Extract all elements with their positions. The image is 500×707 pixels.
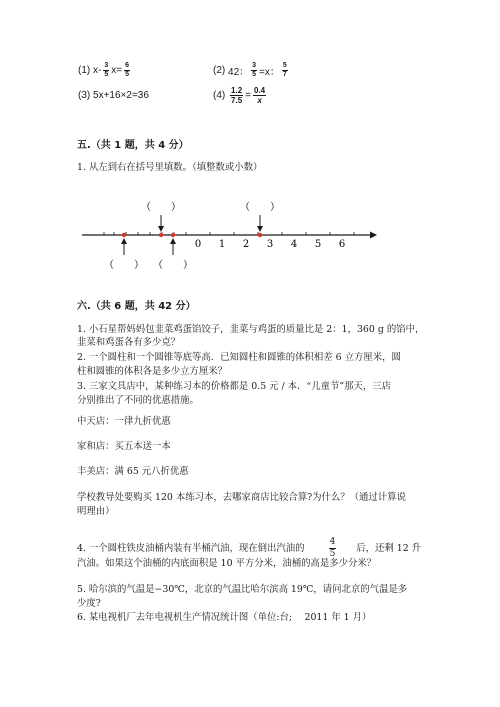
- question-2-line-2: 柱和圆锥的体积各是多少立方厘米？: [77, 366, 228, 377]
- section-5-question-1: 1. 从左到右在括号里填数。（填整数或小数）: [77, 162, 263, 173]
- answer-bracket: （ ）: [141, 202, 181, 213]
- question-3-ask-line-2: 明理由）: [77, 506, 115, 517]
- equation-text: 42：: [228, 67, 250, 78]
- question-4-text-b: 后，还剩 12 升: [356, 542, 422, 554]
- answer-bracket: （ ）: [104, 260, 144, 271]
- equation-number: (2): [213, 65, 226, 76]
- question-6: 6. 某电视机厂去年电视机生产情况统计图（单位:台; 2011 年 1 月）: [77, 612, 372, 623]
- tick-label-4: 4: [290, 239, 298, 250]
- numerator: 3: [104, 62, 109, 69]
- equation-1: [78, 62, 132, 79]
- question-3-ask-line-1: 学校教导处要购买 120 本练习本，去哪家商店比较合算?为什么？（通过计算说: [77, 492, 406, 503]
- equation-text: =: [245, 90, 251, 101]
- up-arrow-icon: [121, 238, 127, 255]
- numerator: 1.2: [231, 86, 243, 95]
- question-3-line-1: 3. 三家文具店中，某种练习本的价格都是 0.5 元 / 本．“儿童节”那天，三店: [77, 381, 392, 392]
- question-1-line-2: 韭菜和鸡蛋各有多少克？: [77, 337, 181, 348]
- fraction: [251, 62, 257, 79]
- question-3-line-2: 分别推出了不同的优惠措施。: [77, 395, 199, 406]
- red-point: [171, 233, 175, 237]
- red-point: [122, 233, 126, 237]
- numerator: 4: [329, 537, 336, 547]
- red-point: [258, 233, 262, 237]
- fraction: [103, 62, 109, 79]
- equation-2: [213, 62, 290, 79]
- up-arrow-icon: [170, 238, 176, 255]
- denominator: 5: [329, 549, 336, 559]
- equation-text: 5x+16×2=36: [93, 90, 149, 101]
- shop-fengmei: 丰美店：满 65 元八折优惠: [77, 466, 189, 477]
- equation-text: =x：: [259, 67, 280, 78]
- denominator: x: [257, 96, 262, 105]
- question-4-line-2: 汽油。如果这个油桶的内底面积是 10 平方分米，油桶的高是多少分米？: [77, 558, 377, 569]
- tick-label-6: 6: [338, 239, 346, 250]
- equation-text: x-: [93, 65, 102, 76]
- shop-zhongtian: 中天店：一律九折优惠: [77, 416, 171, 427]
- down-arrow-icon: [158, 215, 164, 232]
- equation-text: x=: [111, 65, 123, 76]
- number-line: [78, 198, 378, 274]
- equation-4: [213, 86, 268, 105]
- denominator: 5: [252, 71, 257, 78]
- denominator: 5: [104, 71, 109, 78]
- equation-3: [78, 90, 149, 101]
- question-5-line-2: 少度?: [77, 598, 101, 609]
- question-5-line-1: 5. 哈尔滨的气温是−30℃，北京的气温比哈尔滨高 19℃，请问北京的气温是多: [77, 584, 408, 595]
- numerator: 0.4: [253, 86, 266, 95]
- numerator: 6: [125, 62, 130, 69]
- fraction: [282, 62, 288, 79]
- tick-label-3: 3: [266, 239, 274, 250]
- red-point: [159, 233, 163, 237]
- section-6-title: 六.（共 6 题，共 42 分）: [77, 301, 196, 312]
- down-arrow-icon: [257, 215, 263, 232]
- answer-bracket: （ ）: [240, 202, 280, 213]
- denominator: 5: [125, 71, 130, 78]
- question-2-line-1: 2. 一个圆柱和一个圆锥等底等高．已知圆柱和圆锥的体积相差 6 立方厘米，圆: [77, 352, 401, 363]
- equation-number: (3): [78, 90, 91, 101]
- equation-number: (4): [213, 90, 226, 101]
- numerator: 5: [282, 62, 287, 69]
- tick-label-0: 0: [194, 239, 202, 250]
- question-1-line-1: 1. 小石星帮妈妈包韭菜鸡蛋馅饺子，韭菜与鸡蛋的质量比是 2：1，360 g 的馅中，: [77, 324, 425, 335]
- fraction: [253, 86, 266, 105]
- axis-arrow-icon: [370, 232, 377, 239]
- tick-label-5: 5: [314, 239, 322, 250]
- question-4-text-a: 4. 一个圆柱铁皮油桶内装有半桶汽油，现在倒出汽油的: [77, 542, 305, 554]
- section-5-title: 五.（共 1 题，共 4 分）: [77, 140, 189, 151]
- equation-number: (1): [78, 65, 91, 76]
- tick-label-1: 1: [218, 239, 226, 250]
- tick-label-2: 2: [242, 239, 250, 250]
- fraction: [124, 62, 130, 79]
- numerator: 3: [252, 62, 257, 69]
- denominator: 7: [282, 71, 287, 78]
- shop-jiahe: 家和店：买五本送一本: [77, 441, 171, 452]
- denominator: 7.5: [231, 96, 243, 105]
- fraction: [230, 86, 243, 105]
- answer-bracket: （ ）: [153, 260, 193, 271]
